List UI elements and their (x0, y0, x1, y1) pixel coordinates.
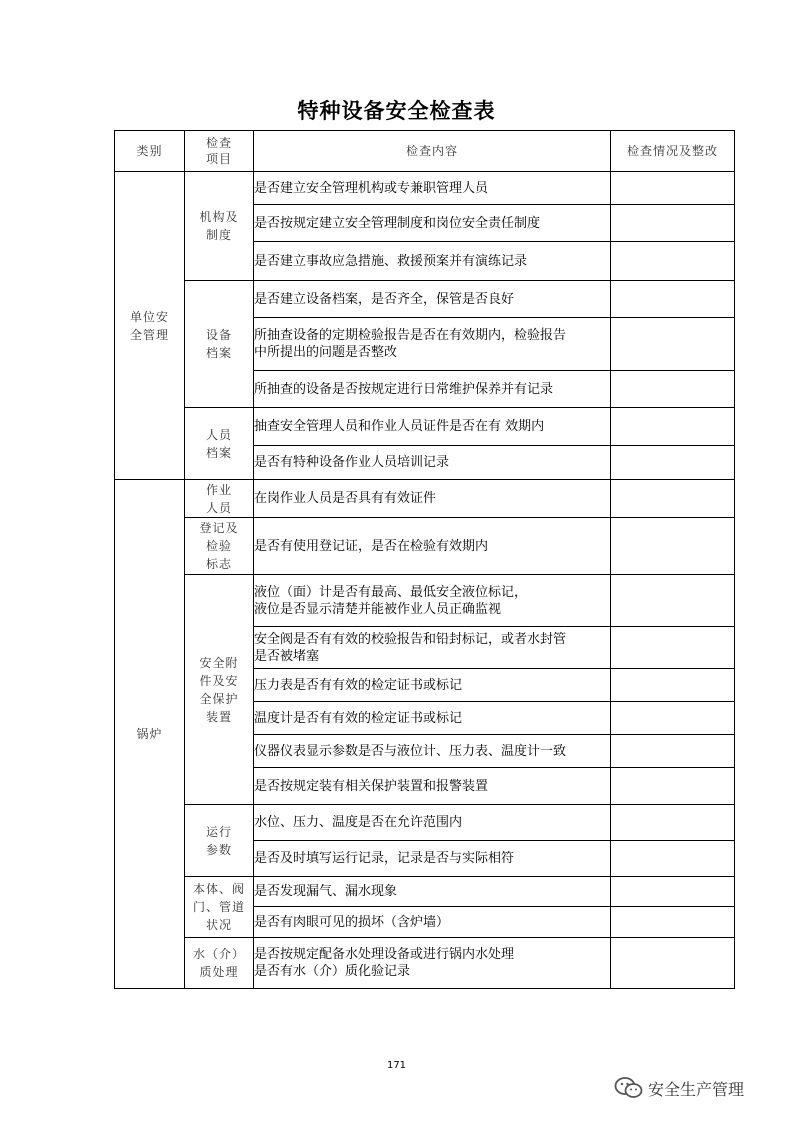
item-registration-mark: 登记及 检验 标志 (185, 518, 254, 575)
status-cell[interactable] (611, 518, 735, 575)
status-cell[interactable] (611, 735, 735, 768)
table-row (115, 877, 735, 907)
header-item: 检查 项目 (185, 131, 254, 172)
check-content: 是否有肉眼可见的损坏（含炉墙） (254, 907, 611, 938)
table-row (115, 805, 735, 841)
table-row (115, 518, 735, 575)
category-boiler: 锅炉 (115, 480, 185, 989)
check-content: 是否建立安全管理机构或专兼职管理人员 (254, 172, 611, 205)
item-operating-params: 运行 参数 (185, 805, 254, 877)
status-cell[interactable] (611, 446, 735, 480)
status-cell[interactable] (611, 907, 735, 938)
check-content: 在岗作业人员是否具有有效证件 (254, 480, 611, 518)
category-unit-safety: 单位安 全管理 (115, 172, 185, 480)
status-cell[interactable] (611, 877, 735, 907)
check-content: 是否按规定建立安全管理制度和岗位安全责任制度 (254, 205, 611, 242)
check-content: 液位（面）计是否有最高、最低安全液位标记， 液位是否显示清楚并能被作业人员正确监视 (254, 575, 611, 627)
check-content: 是否按规定装有相关保护装置和报警装置 (254, 768, 611, 805)
table-row (115, 281, 735, 318)
status-cell[interactable] (611, 768, 735, 805)
check-content: 是否建立事故应急措施、救援预案并有演练记录 (254, 242, 611, 281)
check-content: 是否有特种设备作业人员培训记录 (254, 446, 611, 480)
item-water-treatment: 水（介） 质处理 (185, 938, 254, 989)
header-status: 检查情况及整改 (611, 131, 735, 172)
check-content: 抽查安全管理人员和作业人员证件是否在有 效期内 (254, 408, 611, 446)
table-row (115, 938, 735, 989)
check-content: 所抽查设备的定期检验报告是否在有效期内，检验报告 中所提出的问题是否整改 (254, 318, 611, 371)
item-safety-devices: 安全附 件及安 全保护 装置 (185, 575, 254, 805)
item-equipment-archive: 设备 档案 (185, 281, 254, 408)
status-cell[interactable] (611, 480, 735, 518)
inspection-table (114, 130, 735, 989)
wechat-icon (614, 1076, 644, 1100)
item-org-system: 机构及 制度 (185, 172, 254, 281)
header-content: 检查内容 (254, 131, 611, 172)
status-cell[interactable] (611, 627, 735, 669)
status-cell[interactable] (611, 841, 735, 877)
check-content: 是否及时填写运行记录，记录是否与实际相符 (254, 841, 611, 877)
check-content: 仪器仪表显示参数是否与液位计、压力表、温度计一致 (254, 735, 611, 768)
status-cell[interactable] (611, 205, 735, 242)
status-cell[interactable] (611, 575, 735, 627)
check-content: 温度计是否有有效的检定证书或标记 (254, 702, 611, 735)
check-content: 是否发现漏气、漏水现象 (254, 877, 611, 907)
check-content: 所抽查的设备是否按规定进行日常维护保养并有记录 (254, 371, 611, 408)
status-cell[interactable] (611, 242, 735, 281)
check-content: 是否有使用登记证，是否在检验有效期内 (254, 518, 611, 575)
table-row (115, 408, 735, 446)
table-row (115, 172, 735, 205)
item-personnel-archive: 人员 档案 (185, 408, 254, 480)
watermark (614, 1076, 744, 1100)
watermark-text: 安全生产管理 (648, 1079, 745, 1099)
check-content: 压力表是否有有效的检定证书或标记 (254, 669, 611, 702)
table-row (115, 575, 735, 627)
check-content: 水位、压力、温度是否在允许范围内 (254, 805, 611, 841)
item-operators: 作业 人员 (185, 480, 254, 518)
status-cell[interactable] (611, 371, 735, 408)
status-cell[interactable] (611, 805, 735, 841)
check-content: 是否按规定配备水处理设备或进行锅内水处理 是否有水（介）质化验记录 (254, 938, 611, 989)
page-number: 171 (386, 1060, 407, 1071)
status-cell[interactable] (611, 702, 735, 735)
status-cell[interactable] (611, 281, 735, 318)
item-body-valves-pipes: 本体、阀 门、管道 状况 (185, 877, 254, 938)
document-title: 特种设备安全检查表 (297, 98, 496, 123)
status-cell[interactable] (611, 408, 735, 446)
header-row (115, 131, 735, 172)
header-category: 类别 (115, 131, 185, 172)
status-cell[interactable] (611, 172, 735, 205)
check-content: 是否建立设备档案，是否齐全，保管是否良好 (254, 281, 611, 318)
table-row (115, 480, 735, 518)
status-cell[interactable] (611, 669, 735, 702)
check-content: 安全阀是否有有效的校验报告和铅封标记，或者水封管 是否被堵塞 (254, 627, 611, 669)
status-cell[interactable] (611, 318, 735, 371)
status-cell[interactable] (611, 938, 735, 989)
